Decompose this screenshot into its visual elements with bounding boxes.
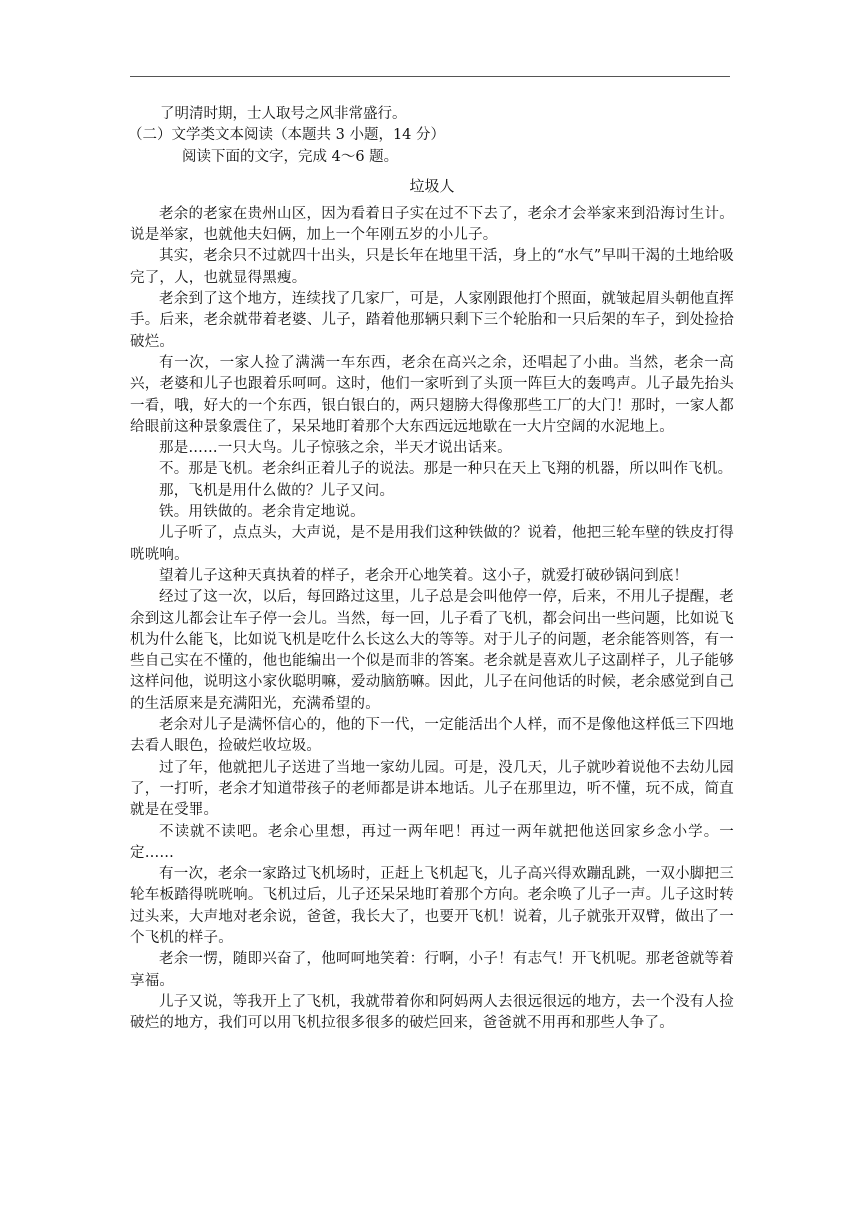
story-paragraph: 有一次，一家人捡了满满一车东西，老余在高兴之余，还唱起了小曲。当然，老余一高兴，老婆和儿子也跟着乐呵呵。这时，他们一家听到了头顶一阵巨大的轰鸣声。儿子最先抬头一看，哦，好大的一个东西，银白银白的，两只翅膀大得像那些工厂的大门！那时，一家人都给眼前这种景象震住了，呆呆地盯着那个大东西远远地歇在一大片空阔的水泥地上。 [130, 354, 734, 435]
story-paragraph: 经过了这一次，以后，每回路过这里，儿子总是会叫他停一停，后来，不用儿子提醒，老余到这儿都会让车子停一会儿。当然，每一回，儿子看了飞机，都会问出一些问题，比如说飞机为什么能飞，比如说飞机是吃什么长这么大的等等。对于儿子的问题，老余能答则答，有一些自己实在不懂的，他也能编出一个似是而非的答案。老余就是喜欢儿子这副样子，儿子能够这样问他，说明这小家伙聪明嘛，爱动脑筋嘛。因此，儿子在问他话的时候，老余感觉到自己的生活原来是充满阳光，充满希望的。 [130, 589, 734, 712]
document-page [130, 104, 734, 1034]
story-paragraph: 老余的老家在贵州山区，因为看着日子实在过不下去了，老余才会举家来到沿海讨生计。说是举家，也就他夫妇俩，加上一个年刚五岁的小儿子。 [130, 205, 734, 244]
story-paragraph: 望着儿子这种天真执着的样子，老余开心地笑着。这小子，就爱打破砂锅问到底！ [159, 567, 689, 584]
story-paragraph: 铁。用铁做的。老余肯定地说。 [159, 504, 365, 521]
story-title: 垃圾人 [409, 176, 455, 195]
story-paragraph: 有一次，老余一家路过飞机场时，正赶上飞机起飞，儿子高兴得欢蹦乱跳，一双小脚把三轮车板踏得咣咣响。飞机过后，儿子还呆呆地盯着那个方向。老余唤了儿子一声。儿子这时转过头来，大声地对老余说，爸爸，我长大了，也要开飞机！说着，儿子就张开双臂，做出了一个飞机的样子。 [130, 866, 734, 946]
story-paragraph: 过了年，他就把儿子送进了当地一家幼儿园。可是，没几天，儿子就吵着说他不去幼儿园了，一打听，老余才知道带孩子的老师都是讲本地话。儿子在那里边，听不懂，玩不成，简直就是在受罪。 [130, 759, 734, 819]
story-paragraph: 不读就不读吧。老余心里想，再过一两年吧！再过一两年就把他送回家乡念小学。一定…… [130, 823, 734, 861]
carry-over-line: 了明清时期，士人取号之风非常盛行。 [160, 106, 407, 122]
story-body [130, 204, 734, 1035]
reading-instruction: 阅读下面的文字，完成 4～6 题。 [182, 148, 399, 165]
story-paragraph: 不。那是飞机。老余纠正着儿子的说法。那是一种只在天上飞翔的机器，所以叫作飞机。 [159, 461, 733, 478]
story-paragraph: 那，飞机是用什么做的？儿子又问。 [159, 482, 395, 499]
story-paragraph: 老余一愣，随即兴奋了，他呵呵地笑着：行啊，小子！有志气！开飞机呢。那老爸就等着享福。 [130, 951, 734, 989]
story-paragraph: 儿子又说，等我开上了飞机，我就带着你和阿妈两人去很远很远的地方，去一个没有人捡破烂的地方，我们可以用飞机拉很多很多的破烂回来，爸爸就不用再和那些人争了。 [130, 993, 734, 1032]
story-paragraph: 那是……一只大鸟。儿子惊骇之余，半天才说出话来。 [159, 440, 512, 457]
header-rule [130, 76, 730, 77]
story-paragraph: 老余到了这个地方，连续找了几家厂，可是，人家刚跟他打个照面，就皱起眉头朝他直挥手。后来，老余就带着老婆、儿子，踏着他那辆只剩下三个轮胎和一只后架的车子，到处捡拾破烂。 [130, 291, 734, 350]
story-paragraph: 儿子听了，点点头，大声说，是不是用我们这种铁做的？说着，他把三轮车壁的铁皮打得咣咣响。 [130, 525, 734, 563]
story-paragraph: 其实，老余只不过就四十出头，只是长年在地里干活，身上的“水气”早叫干渴的土地给吸完了，人，也就显得黑瘦。 [130, 248, 734, 286]
story-paragraph: 老余对儿子是满怀信心的，他的下一代，一定能活出个人样，而不是像他这样低三下四地去看人眼色，捡破烂收垃圾。 [130, 717, 734, 755]
section-heading: （二）文学类文本阅读（本题共 3 小题，14 分） [128, 127, 446, 144]
